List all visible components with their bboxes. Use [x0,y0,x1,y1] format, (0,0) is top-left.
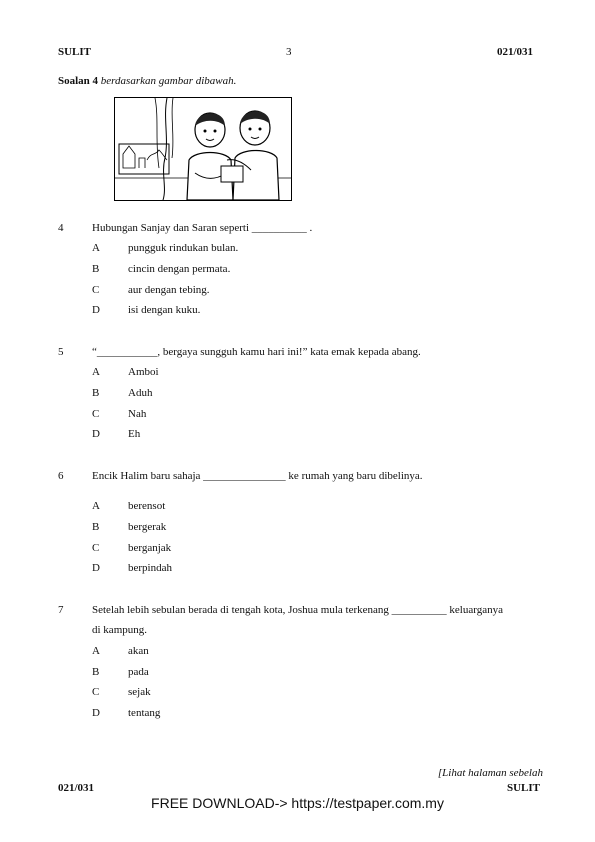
footer-sulit: SULIT [506,782,540,794]
question-number-4: 4 [58,222,64,234]
option-letter: C [92,542,100,554]
question-text-7-continued: di kampung. [92,624,147,636]
option-letter: B [92,263,100,275]
option-text: isi dengan kuku. [128,304,201,316]
option-text: Nah [128,408,147,420]
option-text: Aduh [128,387,153,399]
option-letter: A [92,366,100,378]
footer-code: 021/031 [58,782,95,794]
option-text: akan [128,645,149,657]
option-text: aur dengan tebing. [128,284,210,296]
option-letter: B [92,387,100,399]
option-letter: A [92,500,100,512]
option-letter: C [92,686,100,698]
question-text-5: “___________, bergaya sungguh kamu hari ini!” kata emak kepada abang. [92,346,421,358]
option-text: pungguk rindukan bulan. [128,242,239,254]
option-letter: D [92,562,100,574]
question-text-6: Encik Halim baru sahaja _______________ ke rumah yang baru dibelinya. [92,470,423,482]
option-letter: A [92,645,100,657]
option-letter: D [92,304,100,316]
option-letter: D [92,707,100,719]
download-link[interactable]: FREE DOWNLOAD-> https://testpaper.com.my [151,795,444,811]
option-letter: D [92,428,100,440]
question-number-5: 5 [58,346,64,358]
instruction [58,75,236,87]
header-left: SULIT [58,46,92,58]
option-text: berensot [128,500,166,512]
instruction-text: berdasarkan gambar dibawah. [98,75,237,87]
option-text: cincin dengan permata. [128,263,231,275]
option-letter: B [92,521,100,533]
header-right: 021/031 [496,46,533,58]
option-letter: B [92,666,100,678]
option-text: Eh [128,428,141,440]
option-letter: C [92,284,100,296]
next-page-note: [Lihat halaman sebelah [437,767,543,779]
page-number: 3 [286,46,292,58]
question-number-6: 6 [58,470,64,482]
option-text: pada [128,666,149,678]
option-text: bergerak [128,521,167,533]
question-number-7: 7 [58,604,64,616]
option-text: sejak [128,686,151,698]
instruction-bold: Soalan 4 [58,75,99,87]
illustration-two-boys [114,97,292,201]
option-letter: C [92,408,100,420]
question-text-4: Hubungan Sanjay dan Saran seperti __________ . [92,222,313,234]
option-text: tentang [128,707,161,719]
option-letter: A [92,242,100,254]
option-text: berpindah [128,562,172,574]
option-text: berganjak [128,542,172,554]
option-text: Amboi [128,366,159,378]
question-text-7: Setelah lebih sebulan berada di tengah kota, Joshua mula terkenang __________ keluarganya [92,604,503,616]
